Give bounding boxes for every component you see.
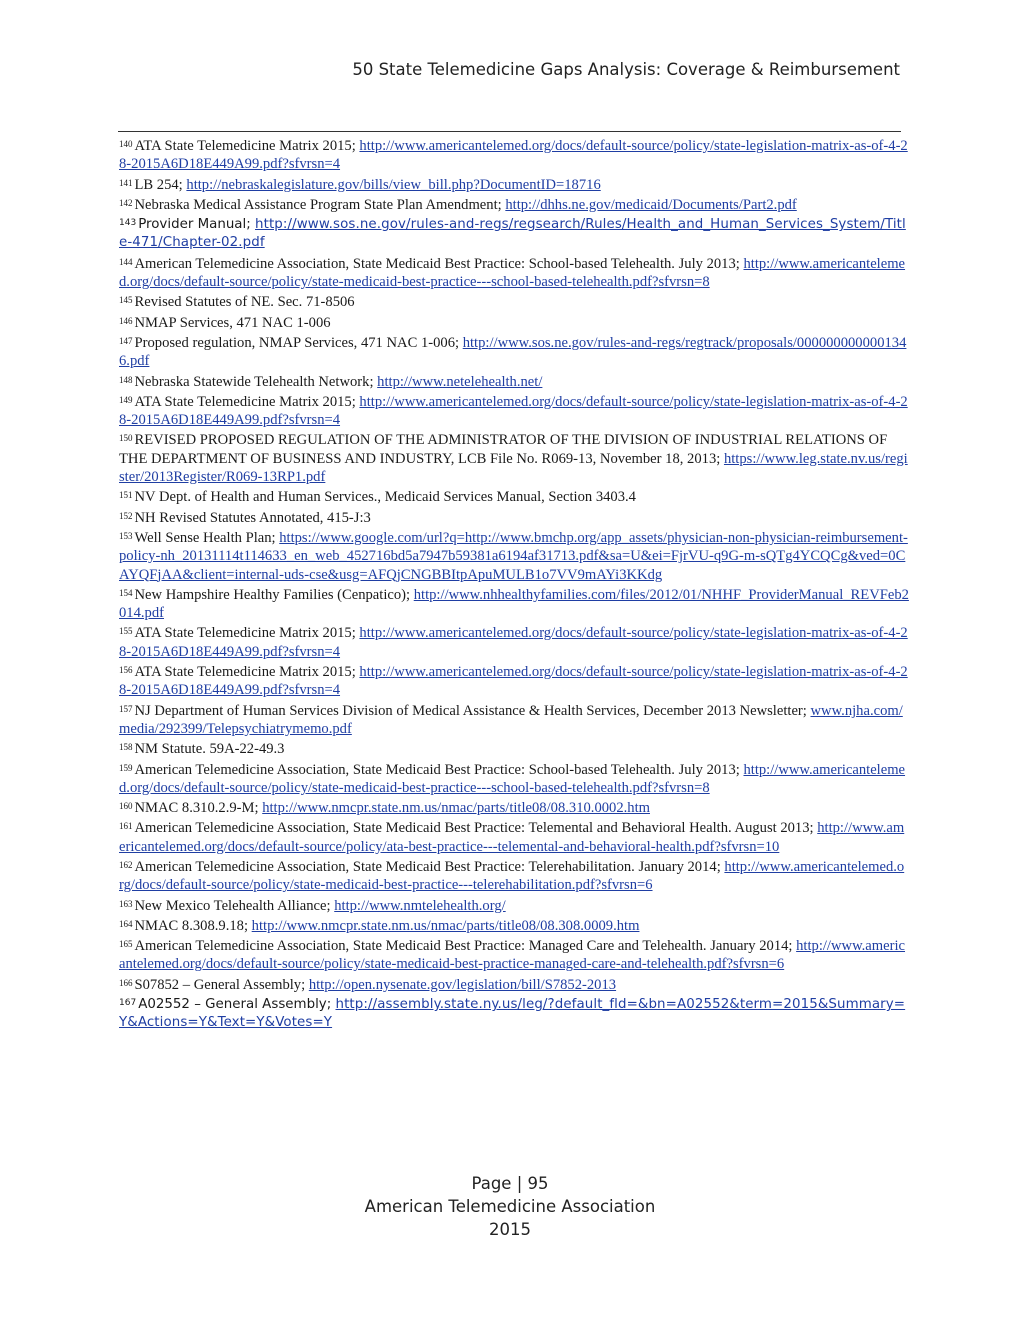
footnote-158 xyxy=(119,740,909,758)
footnote-number: 144 xyxy=(119,256,133,267)
page-footer xyxy=(0,1172,1020,1241)
footnote-link[interactable]: http://www.americantelemed.org/docs/default-source/policy/state-medicaid-best-practice---school-based-telehealth.pdf?sfvrsn=8 xyxy=(119,255,906,291)
footnote-link[interactable]: http://open.nysenate.gov/legislation/bill/S7852-2013 xyxy=(308,976,617,993)
footnote-text: NV Dept. of Health and Human Services., Medicaid Services Manual, Section 3403.4 xyxy=(134,489,636,506)
footnote-number: 155 xyxy=(119,626,133,637)
footnote-link[interactable]: http://www.netelehealth.net/ xyxy=(377,373,543,390)
footnote-link[interactable]: https://www.google.com/url?q=http://www.bmchp.org/app_assets/physician-non-physician-reimbursement-policy-nh_20131114t114633_en_web_452716bd5a7947b59381a6194af31713.pdf&sa=U&ei=FjrVU-q9G-m-sQTg4YCQCg&ved=0CAYQFjAA&client=internal-uds-cse&usg=AFQjCNGBBItpApuMULB1o7VV9mAYi3KKdg xyxy=(119,529,908,583)
footnote-number: 160 xyxy=(119,801,133,812)
footnote-text: ATA State Telemedicine Matrix 2015; xyxy=(134,393,360,410)
footnote-number: 142 xyxy=(119,197,133,208)
footnote-number: 165 xyxy=(119,939,133,950)
footnote-text: American Telemedicine Association, State Medicaid Best Practice: Managed Care and Telehealth. January 2014; xyxy=(134,938,797,955)
footnote-155 xyxy=(119,624,909,661)
footnote-link[interactable]: http://www.nmtelehealth.org/ xyxy=(334,897,506,914)
page-number: Page | 95 xyxy=(471,1174,549,1193)
footnote-number: 140 xyxy=(119,139,133,149)
footnote-153 xyxy=(119,529,909,584)
footnote-text: Well Sense Health Plan; xyxy=(134,529,280,546)
footnote-number: 156 xyxy=(119,665,133,676)
footnote-number: 146 xyxy=(119,315,133,326)
footnote-number: 143 xyxy=(119,218,137,229)
footnote-number: 158 xyxy=(119,742,133,753)
footnote-link[interactable]: https://www.leg.state.nv.us/register/2013Register/R069-13RP1.pdf xyxy=(119,450,908,486)
footnote-text: LB 254; xyxy=(134,176,187,193)
footnote-163 xyxy=(119,897,909,915)
footnote-149 xyxy=(119,393,909,430)
footnote-text: Nebraska Medical Assistance Program State Plan Amendment; xyxy=(134,196,506,213)
footnote-link[interactable]: http://www.americantelemed.org/docs/default-source/policy/state-medicaid-best-practice-managed-care-and-telehealth.pdf?sfvrsn=6 xyxy=(119,938,906,973)
footnote-165 xyxy=(119,937,909,974)
footnote-150 xyxy=(119,431,909,486)
footnote-link[interactable]: http://assembly.state.ny.us/leg/?default_fld=&bn=A02552&term=2015&Summary=Y&Actions=Y&Text=Y&Votes=Y xyxy=(119,997,906,1031)
footnote-142 xyxy=(119,196,909,214)
footnote-number: 162 xyxy=(119,859,133,870)
footnote-166 xyxy=(119,976,909,994)
footnote-number: 166 xyxy=(119,977,133,988)
footnote-text: American Telemedicine Association, State Medicaid Best Practice: Telemental and Behavioral Health. August 2013; xyxy=(134,820,818,837)
footnote-text: A02552 – General Assembly; xyxy=(138,997,336,1013)
footnote-number: 151 xyxy=(119,490,133,501)
footnote-text: Proposed regulation, NMAP Services, 471 NAC 1-006; xyxy=(134,334,463,351)
footnote-146 xyxy=(119,314,909,332)
footnote-number: 149 xyxy=(119,394,133,405)
footnote-link[interactable]: http://www.americantelemed.org/docs/default-source/policy/state-medicaid-best-practice---school-based-telehealth.pdf?sfvrsn=8 xyxy=(119,761,906,796)
footnote-link[interactable]: http://www.americantelemed.org/docs/default-source/policy/ata-best-practice---telemental-and-behavioral-health.pdf?sfvrsn=10 xyxy=(119,820,905,855)
footnote-144 xyxy=(119,255,909,292)
footnote-link[interactable]: http://www.americantelemed.org/docs/default-source/policy/state-legislation-matrix-as-of-4-28-2015A6D18E449A99.pdf?sfvrsn=4 xyxy=(119,625,908,660)
footnote-link[interactable]: http://www.sos.ne.gov/rules-and-regs/regsearch/Rules/Health_and_Human_Services_System/Title-471/Chapter-02.pdf xyxy=(119,217,906,251)
footnote-text: NMAC 8.308.9.18; xyxy=(134,917,252,934)
footnote-link[interactable]: www.njha.com/media/292399/Telepsychiatrymemo.pdf xyxy=(119,702,903,737)
footnote-link[interactable]: http://www.sos.ne.gov/rules-and-regs/regtrack/proposals/0000000000001346.pdf xyxy=(119,334,907,370)
footnote-number: 167 xyxy=(119,998,137,1009)
footnote-text: NM Statute. 59A-22-49.3 xyxy=(134,741,285,758)
footnote-number: 161 xyxy=(119,821,133,832)
footnote-151 xyxy=(119,488,909,506)
footnote-152 xyxy=(119,509,909,527)
footnote-160 xyxy=(119,799,909,817)
footnote-number: 164 xyxy=(119,918,133,929)
footnote-number: 154 xyxy=(119,587,133,598)
footnote-number: 147 xyxy=(119,335,133,346)
footnote-link[interactable]: http://www.nhhealthyfamilies.com/files/2012/01/NHHF_ProviderManual_REVFeb2014.pdf xyxy=(119,586,909,622)
footnote-link[interactable]: http://www.nmcpr.state.nm.us/nmac/parts/title08/08.308.0009.htm xyxy=(251,917,640,934)
footer-organization: American Telemedicine Association xyxy=(364,1197,656,1216)
footnote-154 xyxy=(119,586,909,623)
footnote-link[interactable]: http://www.americantelemed.org/docs/default-source/policy/state-legislation-matrix-as-of-4-28-2015A6D18E449A99.pdf?sfvrsn=4 xyxy=(119,664,908,699)
footnote-link[interactable]: http://www.americantelemed.org/docs/default-source/policy/state-medicaid-best-practice---telerehabilitation.pdf?sfvrsn=6 xyxy=(119,858,905,894)
footnote-text: New Hampshire Healthy Families (Cenpatico); xyxy=(134,586,414,603)
footnote-164 xyxy=(119,917,909,935)
footnote-157 xyxy=(119,702,909,739)
footnote-141 xyxy=(119,176,909,194)
footnote-167 xyxy=(119,996,909,1033)
footnote-list xyxy=(119,137,909,1033)
footnote-161 xyxy=(119,819,909,856)
footnote-text: ATA State Telemedicine Matrix 2015; xyxy=(134,625,360,642)
footnote-number: 159 xyxy=(119,762,133,773)
footnote-text: NJ Department of Human Services Division of Medical Assistance & Health Services, December 2013 Newsletter; xyxy=(134,702,811,719)
footnote-number: 148 xyxy=(119,374,133,385)
footnote-text: ATA State Telemedicine Matrix 2015; xyxy=(134,664,360,681)
footnote-148 xyxy=(119,373,909,391)
footnote-number: 141 xyxy=(119,177,133,188)
footnote-link[interactable]: http://dhhs.ne.gov/medicaid/Documents/Part2.pdf xyxy=(505,196,797,213)
footnote-link[interactable]: http://nebraskalegislature.gov/bills/view_bill.php?DocumentID=18716 xyxy=(186,176,601,193)
footnote-text: ATA State Telemedicine Matrix 2015; xyxy=(134,138,360,154)
footnote-text: American Telemedicine Association, State Medicaid Best Practice: Telerehabilitation. January 2014; xyxy=(134,858,725,875)
footnote-number: 157 xyxy=(119,703,133,714)
footnote-159 xyxy=(119,761,909,798)
footnote-text: Provider Manual; xyxy=(138,217,256,233)
footnote-number: 150 xyxy=(119,433,133,444)
running-header: 50 State Telemedicine Gaps Analysis: Coverage & Reimbursement xyxy=(352,60,900,79)
footnote-text: S07852 – General Assembly; xyxy=(134,976,309,993)
footnote-145 xyxy=(119,293,909,311)
footnote-text: American Telemedicine Association, State Medicaid Best Practice: School-based Telehealth. July 2013; xyxy=(134,761,744,778)
footnote-number: 153 xyxy=(119,530,133,541)
footnote-text: NMAC 8.310.2.9-M; xyxy=(134,800,263,817)
footnote-text: Nebraska Statewide Telehealth Network; xyxy=(134,373,378,390)
footnote-140 xyxy=(119,137,909,174)
footnote-text: REVISED PROPOSED REGULATION OF THE ADMINISTRATOR OF THE DIVISION OF INDUSTRIAL RELATIONS OF THE DEPARTMENT OF BUSINESS AND INDUSTRY, LCB File No. R069-13, November 18, 2013; xyxy=(119,432,888,467)
footnote-text: American Telemedicine Association, State Medicaid Best Practice: School-based Telehealth. July 2013; xyxy=(134,255,744,272)
footnote-number: 145 xyxy=(119,295,133,306)
footer-year: 2015 xyxy=(489,1220,531,1239)
footnote-link[interactable]: http://www.americantelemed.org/docs/default-source/policy/state-legislation-matrix-as-of-4-28-2015A6D18E449A99.pdf?sfvrsn=4 xyxy=(119,393,908,429)
footnote-text: New Mexico Telehealth Alliance; xyxy=(134,897,335,914)
footnote-number: 152 xyxy=(119,510,133,521)
footnote-divider xyxy=(118,131,901,132)
footnote-link[interactable]: http://www.nmcpr.state.nm.us/nmac/parts/title08/08.310.0002.htm xyxy=(262,800,650,817)
footnote-number: 163 xyxy=(119,898,133,909)
footnote-text: NMAP Services, 471 NAC 1-006 xyxy=(134,314,331,331)
footnote-156 xyxy=(119,663,909,700)
footnote-147 xyxy=(119,334,909,371)
footnote-162 xyxy=(119,858,909,895)
footnote-143 xyxy=(119,216,909,253)
footnote-link[interactable]: http://www.americantelemed.org/docs/default-source/policy/state-legislation-matrix-as-of-4-28-2015A6D18E449A99.pdf?sfvrsn=4 xyxy=(119,138,908,173)
footnote-text: Revised Statutes of NE. Sec. 71-8506 xyxy=(134,294,355,311)
footnote-text: NH Revised Statutes Annotated, 415-J:3 xyxy=(134,509,371,526)
